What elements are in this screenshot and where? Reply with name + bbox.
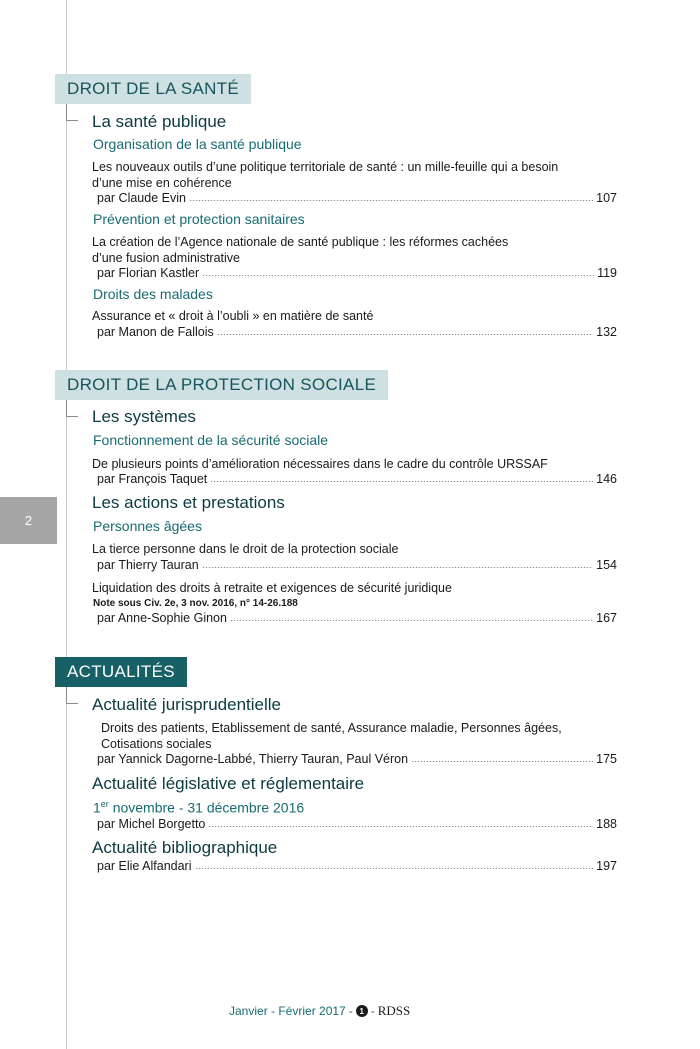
- author: par François Taquet: [97, 472, 208, 486]
- author: par Elie Alfandari: [97, 859, 192, 873]
- page-ref: 107: [596, 191, 617, 205]
- title-line: Les nouveaux outils d’une politique territoriale de santé : un mille-feuille qui a besoin: [92, 160, 559, 174]
- group-heading: Prévention et protection sanitaires: [93, 211, 305, 227]
- page-number: 2: [24, 513, 33, 528]
- section-title: DROIT DE LA SANTÉ: [67, 79, 239, 98]
- margin-rule: [66, 0, 67, 1049]
- toc-entry-title[interactable]: [92, 541, 617, 557]
- toc-entry-byline[interactable]: [97, 611, 617, 627]
- dot-leader: [217, 331, 593, 335]
- period-day: 1: [93, 799, 101, 816]
- section-bracket: [66, 104, 78, 121]
- section-title: DROIT DE LA PROTECTION SOCIALE: [67, 375, 377, 394]
- toc-entry-title[interactable]: [92, 580, 617, 596]
- group-heading: Organisation de la santé publique: [93, 136, 302, 152]
- toc-entry-byline[interactable]: [97, 752, 617, 768]
- subsection-title: Les systèmes: [92, 407, 196, 426]
- footer-issue: Janvier - Février 2017: [229, 1004, 346, 1018]
- subsection-title: Actualité bibliographique: [92, 838, 278, 857]
- dot-leader: [208, 823, 593, 827]
- toc-entry-title[interactable]: [92, 456, 617, 472]
- group-heading: Droits des malades: [93, 286, 213, 302]
- page-ref: 132: [596, 325, 617, 339]
- author: par Yannick Dagorne-Labbé, Thierry Tauran, Paul Véron: [97, 752, 409, 766]
- group-heading: Personnes âgées: [93, 518, 202, 534]
- period-rest: novembre - 31 décembre 2016: [108, 799, 305, 816]
- author: par Florian Kastler: [97, 266, 200, 280]
- section-title-band: [55, 74, 251, 104]
- author: par Anne-Sophie Ginon: [97, 611, 227, 625]
- section-title: ACTUALITÉS: [67, 662, 175, 681]
- toc-entry-byline[interactable]: [97, 191, 617, 207]
- section-title-band: [55, 657, 187, 687]
- page-number-tab: [0, 497, 57, 544]
- dot-leader: [195, 865, 594, 869]
- title-line: La création de l’Agence nationale de santé publique : les réformes cachées: [92, 235, 509, 249]
- toc-entry-byline[interactable]: [97, 325, 617, 341]
- toc-entry-byline[interactable]: [97, 266, 617, 282]
- dot-leader: [202, 272, 594, 276]
- author: par Manon de Fallois: [97, 325, 214, 339]
- section-title-band: [55, 370, 388, 400]
- author: par Claude Evin: [97, 191, 186, 205]
- footer-journal: RDSS: [377, 1003, 411, 1018]
- issue-number-badge: 1: [356, 1005, 368, 1017]
- entry-note: Note sous Civ. 2e, 3 nov. 2016, n° 14-26.188: [93, 598, 298, 609]
- dot-leader: [411, 758, 593, 762]
- topics-list[interactable]: [101, 720, 611, 752]
- footer-separator: -: [370, 1004, 375, 1018]
- subsection-title: La santé publique: [92, 112, 227, 131]
- page-ref: 154: [596, 558, 617, 572]
- toc-entry-byline[interactable]: [97, 558, 617, 574]
- title-line: Assurance et « droit à l’oubli » en matière de santé: [92, 309, 374, 323]
- title-line: d’une fusion administrative: [92, 251, 240, 265]
- toc-entry-title[interactable]: [92, 234, 617, 266]
- toc-entry-byline[interactable]: [97, 859, 617, 875]
- dot-leader: [189, 197, 593, 201]
- dot-leader: [230, 617, 593, 621]
- title-line: De plusieurs points d’amélioration nécessaires dans le cadre du contrôle URSSAF: [92, 457, 548, 471]
- page-ref: 188: [596, 817, 617, 831]
- section-bracket: [66, 687, 78, 704]
- page-ref: 167: [596, 611, 617, 625]
- group-heading: Fonctionnement de la sécurité sociale: [93, 432, 329, 448]
- author: par Thierry Tauran: [97, 558, 199, 572]
- title-line: La tierce personne dans le droit de la protection sociale: [92, 542, 399, 556]
- dot-leader: [202, 564, 593, 568]
- period-heading: [93, 799, 304, 816]
- title-line: Liquidation des droits à retraite et exigences de sécurité juridique: [92, 581, 452, 595]
- page-footer: [229, 1003, 410, 1019]
- toc-entry-title[interactable]: [92, 308, 617, 324]
- title-line: d’une mise en cohérence: [92, 176, 232, 190]
- subsection-title: Actualité législative et réglementaire: [92, 774, 365, 793]
- page-ref: 175: [596, 752, 617, 766]
- page-ref: 146: [596, 472, 617, 486]
- page-ref: 119: [597, 266, 617, 280]
- toc-entry-byline[interactable]: [97, 817, 617, 833]
- topics-line: Droits des patients, Etablissement de santé, Assurance maladie, Personnes âgées,: [101, 721, 562, 735]
- toc-entry-title[interactable]: [92, 159, 617, 191]
- toc-entry-byline[interactable]: [97, 472, 617, 488]
- topics-line: Cotisations sociales: [101, 737, 212, 751]
- page-ref: 197: [596, 859, 617, 873]
- subsection-title: Les actions et prestations: [92, 493, 285, 512]
- section-bracket: [66, 400, 78, 417]
- dot-leader: [210, 478, 593, 482]
- author: par Michel Borgetto: [97, 817, 206, 831]
- subsection-title: Actualité jurisprudentielle: [92, 695, 281, 714]
- footer-separator: -: [348, 1004, 353, 1018]
- period-sup: er: [100, 799, 109, 809]
